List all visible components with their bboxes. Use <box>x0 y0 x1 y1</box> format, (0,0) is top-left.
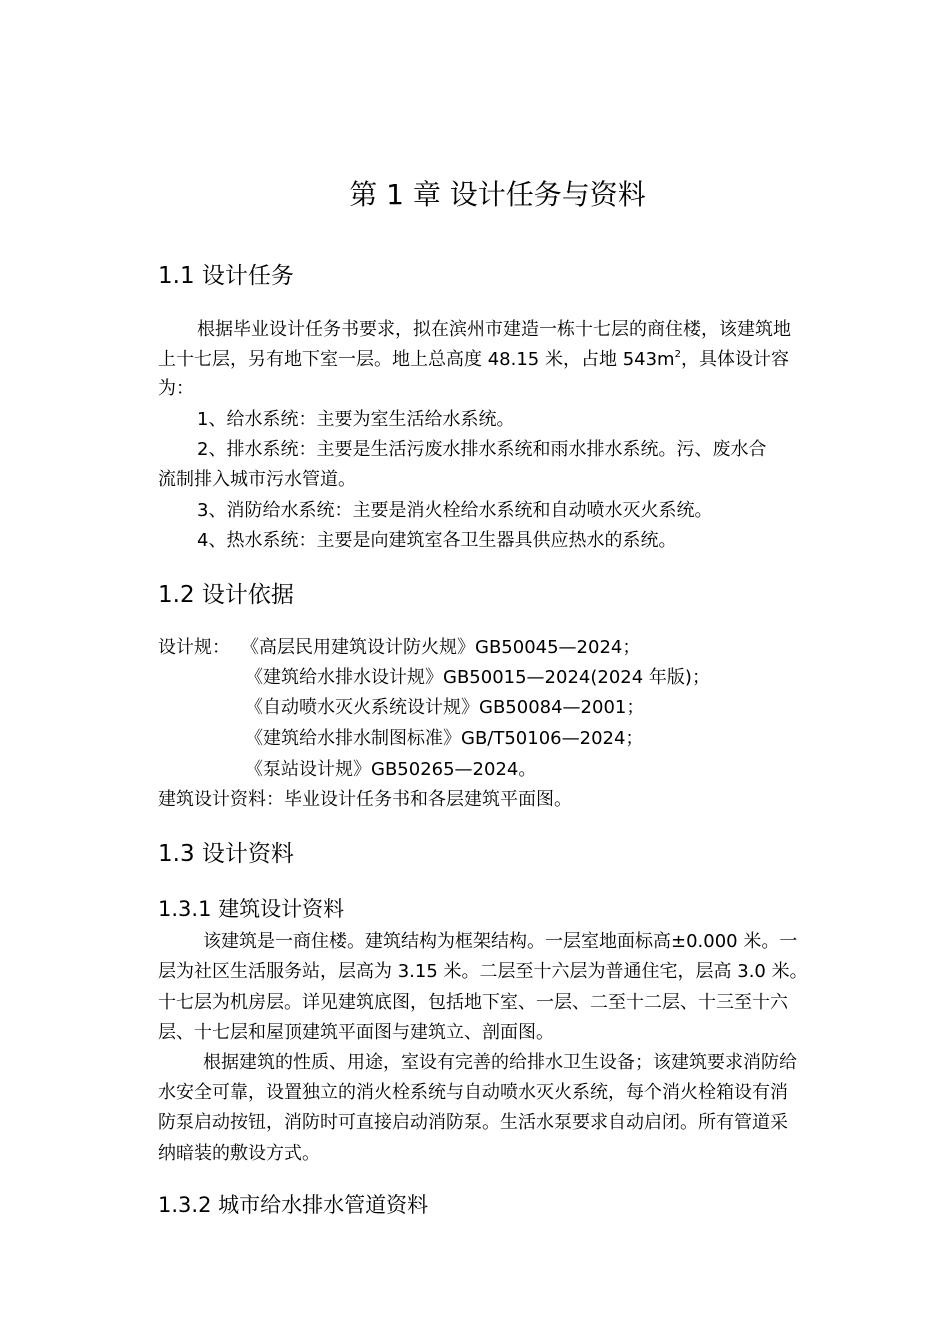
list-item-continuation: 流制排入城市污水管道。 <box>158 469 356 490</box>
spec-item: 《泵站设计规》GB50265—2024。 <box>245 759 537 780</box>
section-heading-1-1: 1.1 设计任务 <box>158 263 294 289</box>
section-heading-1-3: 1.3 设计资料 <box>158 841 294 867</box>
paragraph-line: 为： <box>158 378 194 399</box>
paragraph-line: 建筑设计资料：毕业设计任务书和各层建筑平面图。 <box>158 789 572 810</box>
spec-label: 设计规： <box>158 637 230 658</box>
subsection-heading-1-3-2: 1.3.2 城市给水排水管道资料 <box>158 1193 429 1217</box>
spec-item: 《建筑给水排水设计规》GB50015—2024(2024 年版)； <box>245 667 710 688</box>
list-item: 3、消防给水系统：主要是消火栓给水系统和自动喷水灭火系统。 <box>197 500 713 521</box>
paragraph-line: 水安全可靠，设置独立的消火栓系统与自动喷水灭火系统，每个消火栓箱设有消 <box>158 1082 788 1103</box>
spec-item: 《自动喷水灭火系统设计规》GB50084—2001； <box>245 697 645 718</box>
paragraph-line: 该建筑是一商住楼。建筑结构为框架结构。一层室地面标高±0.000 米。一 <box>203 931 798 952</box>
paragraph-line: 纳暗装的敷设方式。 <box>158 1143 320 1164</box>
paragraph-line <box>158 348 789 372</box>
list-item: 1、给水系统：主要为室生活给水系统。 <box>197 409 515 430</box>
spec-item: 《高层民用建筑设计防火规》GB50045—2024； <box>241 637 641 658</box>
section-heading-1-2: 1.2 设计依据 <box>158 582 294 608</box>
subsection-heading-1-3-1: 1.3.1 建筑设计资料 <box>158 897 345 921</box>
chapter-title: 第 1 章 设计任务与资料 <box>349 178 646 211</box>
paragraph-line: 层、十七层和屋顶建筑平面图与建筑立、剖面图。 <box>158 1022 554 1043</box>
superscript: 2 <box>674 349 681 360</box>
paragraph-text: 上十七层，另有地下室一层。地上总高度 48.15 米，占地 543m <box>158 349 675 370</box>
list-item: 4、热水系统：主要是向建筑室各卫生器具供应热水的系统。 <box>197 530 677 551</box>
paragraph-line: 十七层为机房层。详见建筑底图，包括地下室、一层、二至十二层、十三至十六 <box>158 992 788 1013</box>
paragraph-line: 根据毕业设计任务书要求，拟在滨州市建造一栋十七层的商住楼，该建筑地 <box>197 319 791 340</box>
paragraph-text: ，具体设计容 <box>680 349 789 370</box>
paragraph-line: 防泵启动按钮，消防时可直接启动消防泵。生活水泵要求自动启闭。所有管道采 <box>158 1112 788 1133</box>
spec-item: 《建筑给水排水制图标准》GB/T50106—2024； <box>245 728 644 749</box>
paragraph-line: 根据建筑的性质、用途，室设有完善的给排水卫生设备；该建筑要求消防给 <box>203 1052 797 1073</box>
paragraph-line: 层为社区生活服务站，层高为 3.15 米。二层至十六层为普通住宅，层高 3.0 米。 <box>158 961 808 982</box>
list-item: 2、排水系统：主要是生活污废水排水系统和雨水排水系统。污、废水合 <box>197 439 767 460</box>
